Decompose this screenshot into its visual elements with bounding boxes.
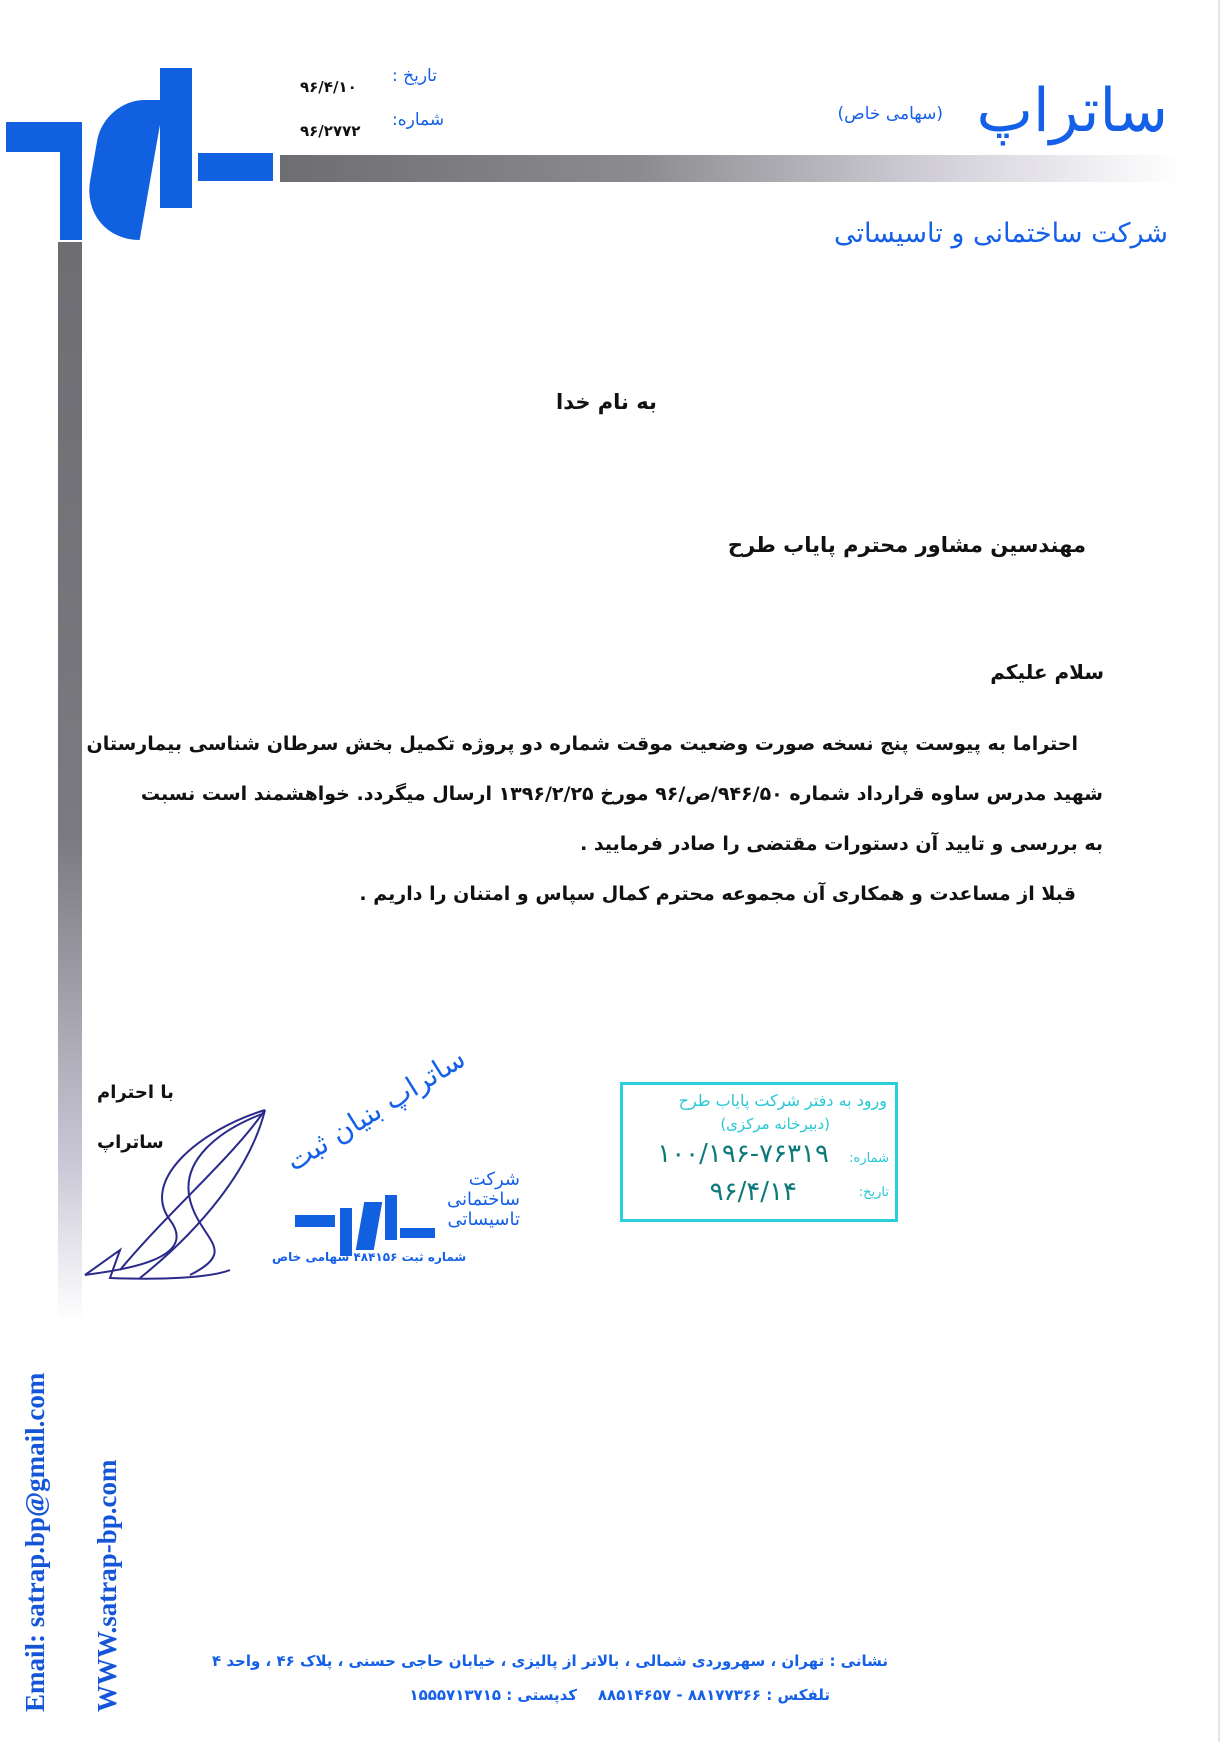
invocation: به نام خدا [556, 390, 657, 414]
seal-registration: شماره ثبت ۴۸۴۱۵۶ سهامی خاص [272, 1250, 467, 1264]
side-website: WWW.satrap-bp.com [92, 1459, 122, 1712]
decorative-vertical-bar [58, 242, 82, 1322]
date-label: تاریخ : [392, 66, 437, 86]
receipt-stamp [620, 1082, 898, 1222]
body-line-4: قبلا از مساعدت و همکاری آن مجموعه محترم کمال سپاس و امتنان را داریم . [359, 883, 1076, 905]
date-value: ۹۶/۴/۱۰ [300, 78, 357, 96]
stamp-title: ورود به دفتر شرکت پایاب طرح [678, 1091, 887, 1110]
decorative-horizontal-bar [280, 155, 1180, 182]
stamp-subtitle: (دبیرخانه مرکزی) [720, 1115, 830, 1133]
closing: با احترام [97, 1082, 174, 1103]
page-edge [1218, 0, 1220, 1742]
body-line-3: به بررسی و تایید آن دستورات مقتضی را صادر فرمایید . [580, 833, 1103, 855]
seal-description: شرکت ساختمانی تاسیساتی [446, 1169, 520, 1230]
brand-name: ساتراپ [976, 76, 1168, 146]
seal-name: ساتراپ بنیان ثبت [280, 1041, 472, 1178]
company-description: شرکت ساختمانی و تاسیساتی [833, 218, 1168, 249]
stamp-date-label: تاریخ: [858, 1185, 889, 1200]
stamp-number-label: شماره: [849, 1151, 889, 1166]
footer-address: نشانی : تهران ، سهروردی شمالی ، بالاتر از پالیزی ، خیابان حاجی حسنی ، پلاک ۴۶ ، واحد ۴ [212, 1652, 888, 1670]
recipient: مهندسین مشاور محترم پایاب طرح [727, 533, 1086, 557]
side-email: Email: satrap.bp@gmail.com [20, 1372, 50, 1712]
footer-contact: تلفکس : ۸۸۱۷۷۳۶۶ - ۸۸۵۱۴۶۵۷ کدپستی : ۱۵۵۵۷۱۳۷۱۵ [409, 1686, 830, 1704]
number-label: شماره: [392, 110, 445, 130]
greeting: سلام علیکم [990, 660, 1104, 684]
body-line-2: شهید مدرس ساوه قرارداد شماره ۹۴۶/۵۰/ص/۹۶ مورخ ۱۳۹۶/۲/۲۵ ارسال میگردد. خواهشمند است نسبت [140, 783, 1103, 805]
stamp-number-value: ۱۰۰/۱۹۶-۷۶۳۱۹ [657, 1139, 829, 1169]
signer-name: ساتراپ [97, 1132, 164, 1153]
stamp-date-value: ۹۶/۴/۱۴ [709, 1177, 797, 1207]
company-seal [250, 1041, 540, 1280]
number-value: ۹۶/۲۷۷۲ [300, 122, 361, 140]
body-line-1: احتراما به پیوست پنج نسخه صورت وضعیت موقت شماره دو پروژه تکمیل بخش سرطان شناسی بیمارستان [86, 733, 1078, 755]
brand-type: (سهامی خاص) [837, 104, 943, 124]
